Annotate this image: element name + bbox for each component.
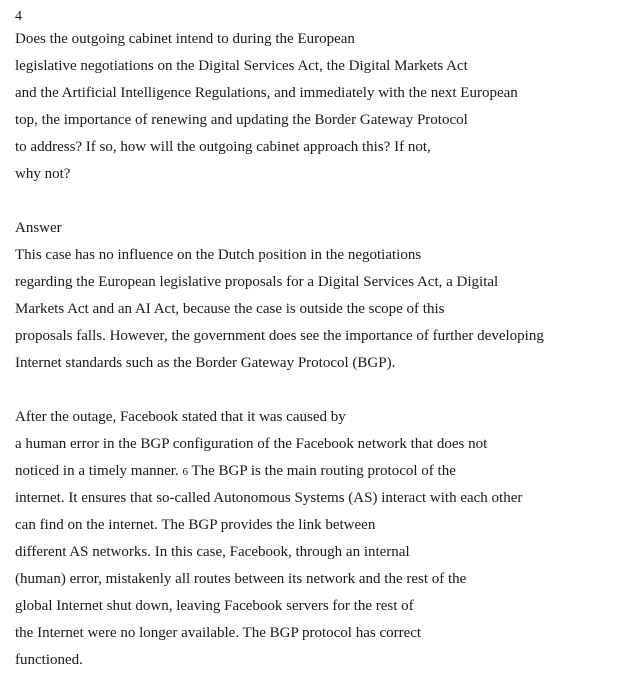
answer-line-start: noticed in a timely manner.: [15, 463, 183, 479]
paragraph-spacer: [15, 377, 627, 404]
answer-line: different AS networks. In this case, Facebook, through an internal: [15, 544, 410, 560]
answer-paragraph-1: [15, 242, 627, 377]
answer-heading: Answer: [15, 220, 62, 236]
answer-line: functioned.: [15, 652, 83, 668]
answer-line: proposals falls. However, the government does see the importance of further developing: [15, 328, 544, 344]
answer-line: the Internet were no longer available. The BGP protocol has correct: [15, 625, 422, 641]
document-page: [15, 0, 627, 674]
question-line: Does the outgoing cabinet intend to during the European: [15, 31, 355, 47]
question-line: to address? If so, how will the outgoing cabinet approach this? If not,: [15, 139, 431, 155]
answer-line: can find on the internet. The BGP provides the link between: [15, 517, 376, 533]
answer-line: After the outage, Facebook stated that it was caused by: [15, 409, 346, 425]
answer-line: This case has no influence on the Dutch position in the negotiations: [15, 247, 422, 263]
answer-line: Internet standards such as the Border Gateway Protocol (BGP).: [15, 355, 396, 371]
answer-line: global Internet shut down, leaving Facebook servers for the rest of: [15, 598, 414, 614]
question-line: top, the importance of renewing and updating the Border Gateway Protocol: [15, 112, 468, 128]
question-line: why not?: [15, 166, 71, 182]
question-line: legislative negotiations on the Digital Services Act, the Digital Markets Act: [15, 58, 468, 74]
question-line: and the Artificial Intelligence Regulations, and immediately with the next European: [15, 85, 518, 101]
footnote-marker[interactable]: 6: [182, 466, 188, 478]
question-number: 4: [15, 9, 22, 24]
answer-line: (human) error, mistakenly all routes between its network and the rest of the: [15, 571, 467, 587]
question-text: [15, 26, 627, 188]
answer-line: Markets Act and an AI Act, because the case is outside the scope of this: [15, 301, 445, 317]
answer-line: regarding the European legislative proposals for a Digital Services Act, a Digital: [15, 274, 499, 290]
answer-paragraph-2: [15, 404, 627, 674]
paragraph-spacer: [15, 188, 627, 215]
answer-line: internet. It ensures that so-called Autonomous Systems (AS) interact with each other: [15, 490, 523, 506]
answer-line-with-footnote: [15, 458, 627, 485]
answer-line-end: The BGP is the main routing protocol of the: [187, 463, 456, 479]
answer-line: a human error in the BGP configuration of the Facebook network that does not: [15, 436, 488, 452]
